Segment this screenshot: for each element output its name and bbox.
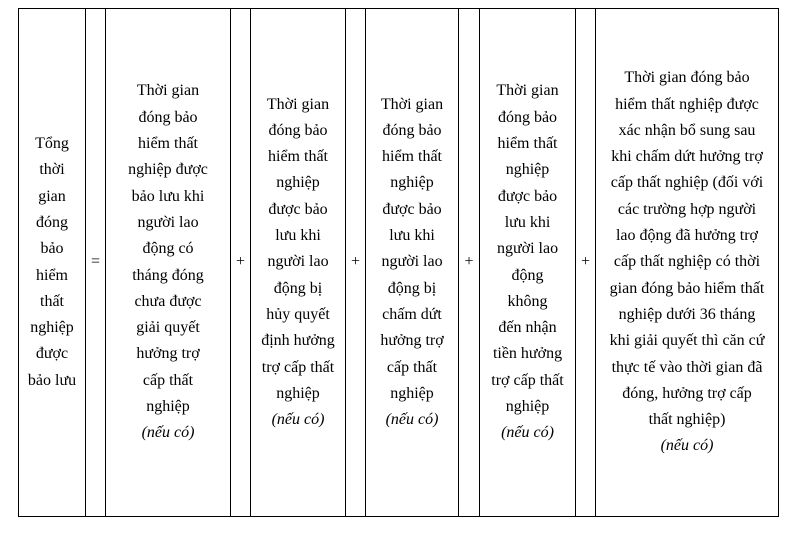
term-text-3: Thời gian đóng bảo hiểm thất nghiệp được bảo lưu khi người lao động bị chấm dứt hưởng trợ cấp thất nghiệp bbox=[380, 95, 444, 402]
term-cell-3 bbox=[366, 9, 459, 517]
plus-operator-1: + bbox=[231, 9, 251, 517]
equals-operator: = bbox=[86, 9, 106, 517]
term-text-2: Thời gian đóng bảo hiểm thất nghiệp được bảo lưu khi người lao động bị hủy quyết định hưởng trợ cấp thất nghiệp bbox=[261, 95, 335, 402]
plus-operator-2: + bbox=[346, 9, 366, 517]
term-note-1: (nếu có) bbox=[141, 424, 195, 442]
plus-operator-4: + bbox=[576, 9, 596, 517]
term-text-1: Thời gian đóng bảo hiểm thất nghiệp được bảo lưu khi người lao động có tháng đóng chưa được giải quyết hưởng trợ cấp thất nghiệp bbox=[128, 82, 208, 415]
plus-operator-3: + bbox=[459, 9, 480, 517]
term-note-2: (nếu có) bbox=[271, 411, 325, 429]
term-cell-5 bbox=[596, 9, 779, 517]
term-note-4: (nếu có) bbox=[501, 424, 554, 442]
result-text: Tổng thời gian đóng bảo hiểm thất nghiệp được bảo lưu bbox=[27, 135, 77, 389]
term-text-5: Thời gian đóng bảo hiểm thất nghiệp được xác nhận bổ sung sau khi chấm dứt hưởng trợ cấp thất nghiệp (đối với các trường hợp người lao động đã hưởng trợ cấp thất nghiệp có thời gian đóng bảo hiểm thất nghiệp dưới 36 tháng khi giải quyết thì căn cứ thực tế vào thời gian đã đóng, hưởng trợ cấp thất nghiệp) bbox=[609, 69, 765, 429]
term-cell-1 bbox=[106, 9, 231, 517]
term-note-3: (nếu có) bbox=[385, 411, 439, 429]
unemployment-insurance-formula-table bbox=[18, 8, 779, 517]
term-text-4: Thời gian đóng bảo hiểm thất nghiệp được bảo lưu khi người lao động không đến nhận tiền hưởng trợ cấp thất nghiệp bbox=[491, 82, 564, 415]
term-cell-2 bbox=[251, 9, 346, 517]
term-note-5: (nếu có) bbox=[660, 437, 714, 455]
term-cell-4 bbox=[480, 9, 576, 517]
result-cell bbox=[19, 9, 86, 517]
